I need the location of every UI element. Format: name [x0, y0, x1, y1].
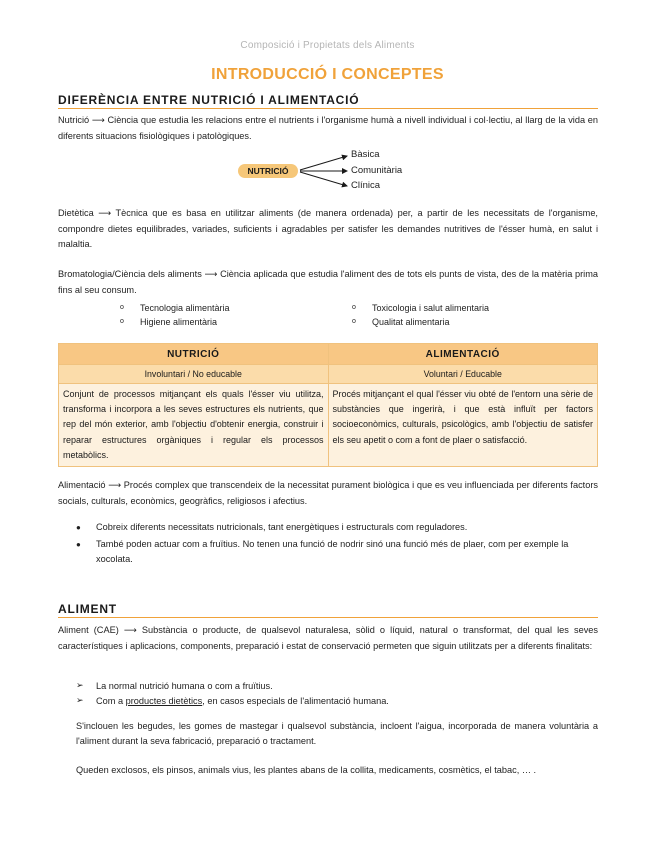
branch-clinica: Clínica	[351, 180, 381, 191]
list-item: ➢ Com a productes dietètics, en casos especials de l'alimentació humana.	[76, 694, 598, 709]
running-header: Composició i Propietats dels Aliments	[240, 40, 415, 51]
arrow-icon: ⟶	[98, 209, 112, 219]
circle-bullet-icon: o	[120, 318, 124, 325]
finalitats-list	[76, 679, 598, 709]
term-nutricio: Nutrició	[58, 115, 90, 125]
term-alimentacio: Alimentació	[58, 480, 106, 490]
bromatologia-text: Ciència aplicada que estudia l'aliment des de tots els punts de vista, des de la matèria prima fins al seu consum.	[58, 269, 598, 295]
subfields-right-list	[352, 301, 489, 329]
arrow-icon: ⟶	[108, 481, 122, 491]
alimentacio-text: Procés complex que transcendeix de la necessitat purament biològica i que es veu influenciada per diferents factors socials, culturals, econòmics, geogràfics, religiosos i afectius.	[58, 480, 598, 506]
arrow-icon: ⟶	[91, 116, 105, 126]
section-divider	[58, 108, 598, 109]
excludes-paragraph: Queden exclosos, els pinsos, animals vius, les plantes abans de la collita, medicaments, cosmètics, el tabac, … .	[76, 765, 537, 775]
subfields-left-list	[120, 301, 230, 329]
arrow-bullet-icon: ➢	[76, 696, 84, 706]
dietetica-definition	[58, 206, 598, 252]
productes-dietetics-link[interactable]: productes dietètics	[125, 696, 203, 706]
includes-paragraph: S'inclouen les begudes, les gomes de mastegar i qualsevol substància, incloent l'aigua, incorporada de manera voluntària a l'aliment durant la seva fabricació, preparació o tractament.	[76, 721, 598, 746]
table-subheader-row	[59, 365, 598, 384]
list-item: ● Cobreix diferents necessitats nutricionals, tant energètiques i estructurals com reguladores.	[76, 520, 598, 535]
section-divider	[58, 617, 598, 618]
alimentacio-points-list	[76, 520, 598, 569]
dot-bullet-icon: ●	[76, 540, 81, 549]
arrow-bullet-icon: ➢	[76, 681, 84, 691]
list-item: ● També poden actuar com a fruïtius. No tenen una funció de nodrir sinó una funció més de plaer, com per exemple la xocolata.	[76, 539, 569, 564]
term-dietetica: Dietètica	[58, 208, 94, 218]
branch-comunitaria: Comunitària	[351, 165, 403, 176]
branch-arrow-clinica	[300, 172, 347, 186]
section-title-aliment: ALIMENT	[58, 602, 117, 616]
circle-bullet-icon: o	[352, 318, 356, 325]
arrow-icon: ⟶	[123, 626, 137, 636]
list-item: o Tecnologia alimentària	[120, 303, 230, 313]
list-item: ➢ La normal nutrició humana o com a fruïtius.	[76, 679, 598, 694]
nutricio-text: Ciència que estudia les relacions entre el nutrients i l'organisme humà a nivell individual i col·lectiu, al llarg de la vida en diferents situacions fisiològiques i patològiques.	[58, 115, 598, 141]
table-header-row	[59, 344, 598, 365]
term-bromatologia: Bromatologia/Ciència dels aliments	[58, 269, 202, 279]
cell-nutricio: Conjunt de processos mitjançant els quals l'ésser viu utilitza, transforma i incorpora a les seves estructures els nutrients, que rep del món exterior, amb l'objectiu d'obtenir energia, construir i reparar estructures orgàniques i regular els processos metabòlics.	[59, 384, 329, 467]
header-alimentacio: ALIMENTACIÓ	[328, 344, 598, 365]
list-item: o Toxicologia i salut alimentaria	[352, 303, 490, 313]
circle-bullet-icon: o	[120, 304, 124, 311]
nutricio-node: NUTRICIÓ	[238, 164, 298, 178]
circle-bullet-icon: o	[352, 304, 356, 311]
dot-bullet-icon: ●	[76, 523, 81, 532]
subheader-alimentacio: Voluntari / Educable	[328, 365, 598, 384]
branch-arrow-basica	[300, 156, 347, 170]
bromatologia-definition	[58, 267, 598, 298]
header-nutricio: NUTRICIÓ	[59, 344, 329, 365]
dietetica-text: Tècnica que es basa en utilitzar aliments (de manera ordenada) per, a partir de les necessitats de l'organisme, compondre dietes equilibrades, variades, suficients i agradables per satisfer les demandes nutritives de l'ésser humà, en salut i malaltia.	[58, 208, 598, 249]
section-title-nutricio-alimentacio: DIFERÈNCIA ENTRE NUTRICIÓ I ALIMENTACIÓ	[58, 93, 360, 107]
nutricio-definition	[58, 113, 598, 144]
page-title: INTRODUCCIÓ I CONCEPTES	[211, 66, 444, 83]
nutricio-diagram	[238, 148, 438, 192]
branch-basica: Bàsica	[351, 149, 380, 160]
aliment-definition	[58, 623, 598, 654]
list-item: o Higiene alimentària	[120, 317, 218, 327]
list-item: o Qualitat alimentaria	[352, 317, 450, 327]
aliment-text: Substància o producte, de qualsevol naturalesa, sòlid o líquid, natural o transformat, del qual les seves característiques i aplicacions, components, preparació i estat de conservació permeten que siguin utilitzats per a diferents finalitats:	[58, 625, 598, 651]
alimentacio-definition	[58, 478, 598, 509]
cell-alimentacio: Procés mitjançant el qual l'ésser viu obté de l'entorn una sèrie de substàncies que ingerirà, i que està influït per factors socioeconòmics, culturals, psicològics, amb l'objectiu de satisfer els seu apetit o com a font de plaer o satisfacció.	[328, 384, 598, 467]
subheader-nutricio: Involuntari / No educable	[59, 365, 329, 384]
comparison-table	[58, 343, 598, 467]
term-aliment: Aliment (CAE)	[58, 625, 119, 635]
arrow-icon: ⟶	[204, 270, 218, 280]
table-row	[59, 384, 598, 467]
